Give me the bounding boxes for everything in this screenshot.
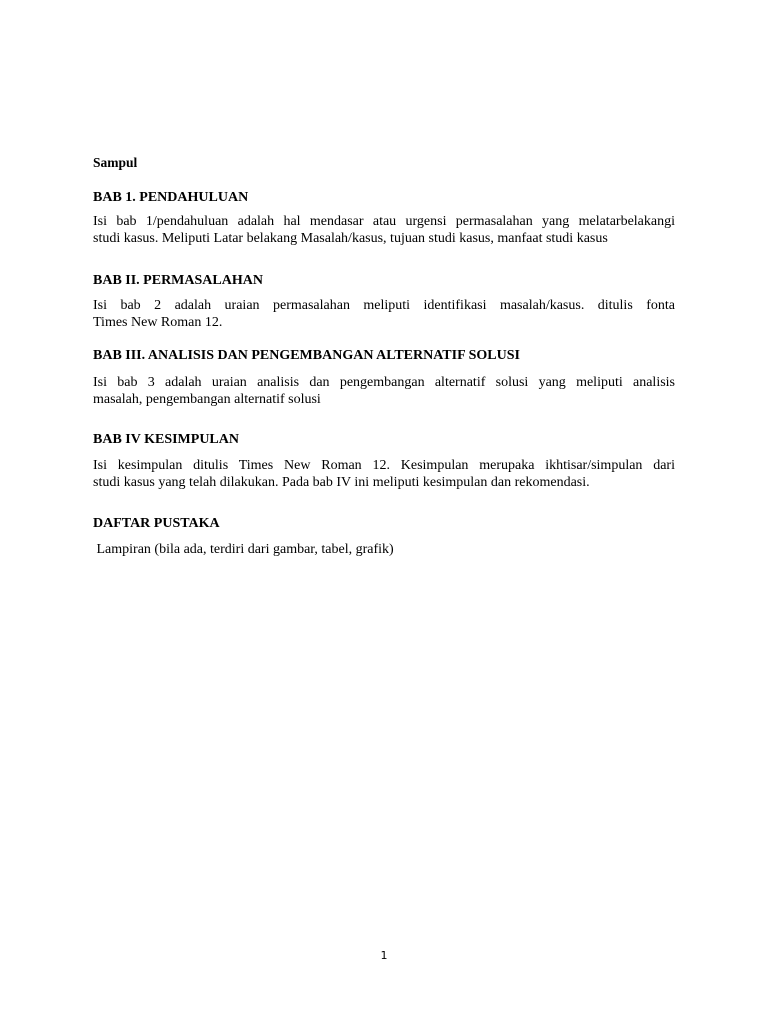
- section-heading-daftar-pustaka: DAFTAR PUSTAKA: [93, 516, 220, 531]
- body-line: Lampiran (bila ada, terdiri dari gambar, tabel, grafik): [93, 542, 394, 557]
- section-body-bab-3: [93, 374, 675, 408]
- section-heading-bab-1: BAB 1. PENDAHULUAN: [93, 190, 249, 205]
- body-line: Isi bab 3 adalah uraian analisis dan pengembangan alternatif solusi yang meliputi analisis: [93, 375, 675, 390]
- section-heading-bab-3: BAB III. ANALISIS DAN PENGEMBANGAN ALTERNATIF SOLUSI: [93, 348, 520, 363]
- body-line: Times New Roman 12.: [93, 315, 223, 330]
- page-number: 1: [380, 949, 388, 962]
- body-line: Isi bab 2 adalah uraian permasalahan meliputi identifikasi masalah/kasus. ditulis fonta: [93, 298, 675, 313]
- body-line: masalah, pengembangan alternatif solusi: [93, 392, 321, 407]
- section-body-bab-1: [93, 213, 675, 247]
- section-heading-bab-2: BAB II. PERMASALAHAN: [93, 273, 263, 288]
- section-body-bab-2: [93, 297, 675, 331]
- body-line: Isi bab 1/pendahuluan adalah hal mendasar atau urgensi permasalahan yang melatarbelakangi: [93, 214, 675, 229]
- section-body-daftar-pustaka: [93, 541, 675, 558]
- body-line: studi kasus yang telah dilakukan. Pada bab IV ini meliputi kesimpulan dan rekomendasi.: [93, 475, 590, 490]
- cover-label: Sampul: [93, 155, 138, 170]
- section-body-bab-4: [93, 457, 675, 491]
- body-line: Isi kesimpulan ditulis Times New Roman 12. Kesimpulan merupaka ikhtisar/simpulan dari: [93, 458, 675, 473]
- section-heading-bab-4: BAB IV KESIMPULAN: [93, 432, 239, 447]
- body-line: studi kasus. Meliputi Latar belakang Masalah/kasus, tujuan studi kasus, manfaat studi kasus: [93, 231, 608, 246]
